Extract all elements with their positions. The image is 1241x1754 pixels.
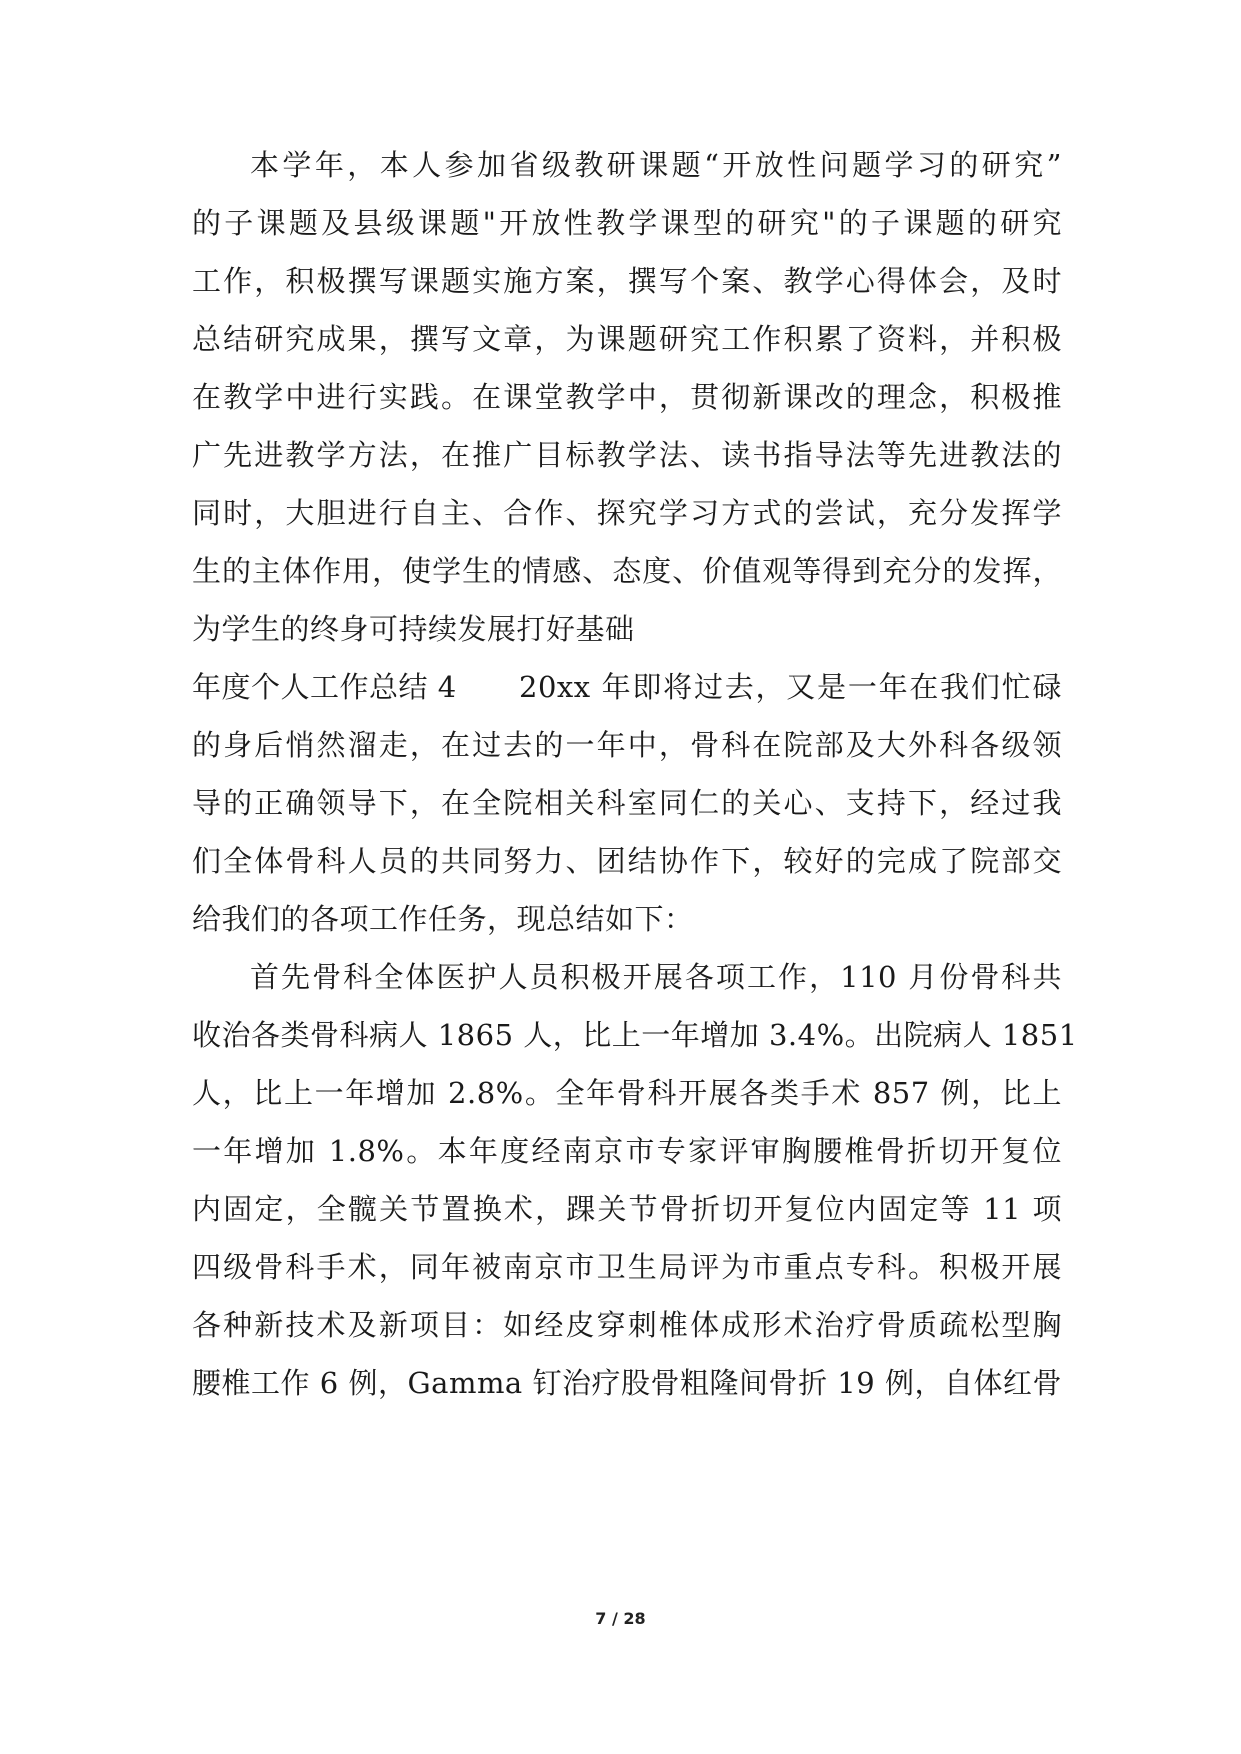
text-line: 同时，大胆进行自主、合作、探究学习方式的尝试，充分发挥学 xyxy=(192,496,1062,530)
text-line: 20xx 年即将过去，又是一年在我们忙碌 xyxy=(519,670,1062,704)
text-line: 本学年，本人参加省级教研课题“开放性问题学习的研究” xyxy=(250,148,1062,182)
text-line: 们全体骨科人员的共同努力、团结协作下，较好的完成了院部交 xyxy=(192,844,1062,878)
text-line: 四级骨科手术，同年被南京市卫生局评为市重点专科。积极开展 xyxy=(192,1250,1062,1284)
text-line: 给我们的各项工作任务，现总结如下： xyxy=(192,902,694,936)
section-heading: 年度个人工作总结 4 xyxy=(192,670,457,704)
text-line: 的子课题及县级课题"开放性教学课型的研究"的子课题的研究 xyxy=(192,206,1062,240)
text-line: 的身后悄然溜走，在过去的一年中，骨科在院部及大外科各级领 xyxy=(192,728,1062,762)
text-line: 腰椎工作 6 例，Gamma 钉治疗股骨粗隆间骨折 19 例，自体红骨 xyxy=(192,1366,1063,1400)
text-line: 导的正确领导下，在全院相关科室同仁的关心、支持下，经过我 xyxy=(192,786,1062,820)
text-line: 总结研究成果，撰写文章，为课题研究工作积累了资料，并积极 xyxy=(192,322,1062,356)
text-line: 内固定，全髋关节置换术，踝关节骨折切开复位内固定等 11 项 xyxy=(192,1192,1062,1226)
text-line: 生的主体作用，使学生的情感、态度、价值观等得到充分的发挥， xyxy=(192,554,1062,588)
section-heading-line xyxy=(192,667,1062,707)
page-number: 7 / 28 xyxy=(595,1609,646,1628)
text-line: 一年增加 1.8%。本年度经南京市专家评审胸腰椎骨折切开复位 xyxy=(192,1134,1062,1168)
text-line: 人，比上一年增加 2.8%。全年骨科开展各类手术 857 例，比上 xyxy=(192,1076,1062,1110)
text-line: 工作，积极撰写课题实施方案，撰写个案、教学心得体会，及时 xyxy=(192,264,1062,298)
text-line: 广先进教学方法，在推广目标教学法、读书指导法等先进教法的 xyxy=(192,438,1062,472)
text-line: 首先骨科全体医护人员积极开展各项工作，110 月份骨科共 xyxy=(250,960,1062,994)
text-line: 收治各类骨科病人 1865 人，比上一年增加 3.4%。出院病人 1851 xyxy=(192,1018,1078,1052)
text-line: 在教学中进行实践。在课堂教学中，贯彻新课改的理念，积极推 xyxy=(192,380,1062,414)
text-line: 各种新技术及新项目：如经皮穿刺椎体成形术治疗骨质疏松型胸 xyxy=(192,1308,1062,1342)
text-line: 为学生的终身可持续发展打好基础 xyxy=(192,612,635,646)
